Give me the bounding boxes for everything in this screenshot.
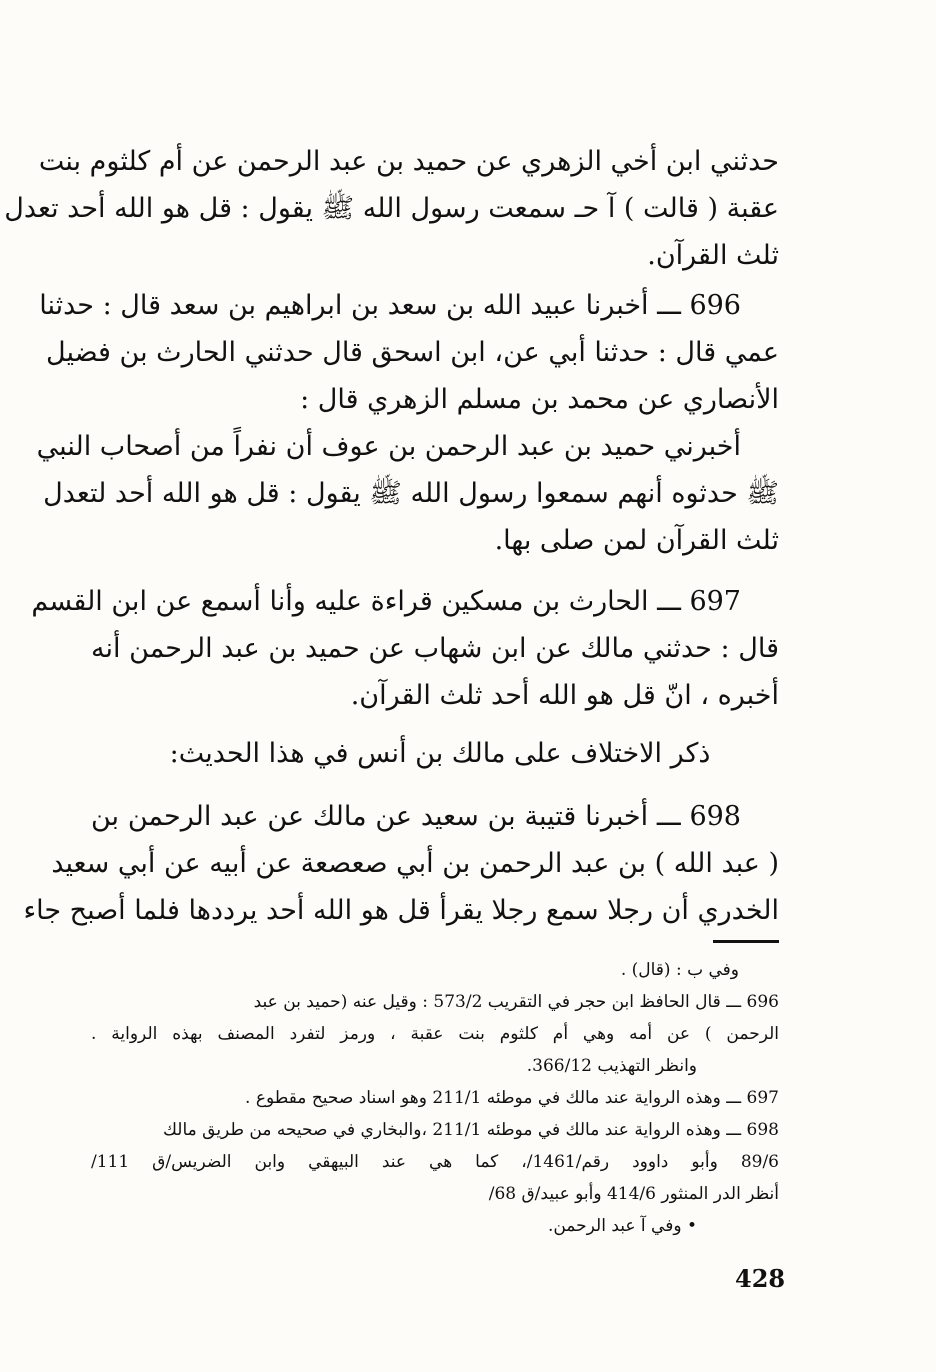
text-line: 698 ـــ أخبرنا قتيبة بن سعيد عن مالك عن عبد الرحمن بن [91,801,741,832]
text-line: ( عبد الله ) بن عبد الرحمن بن أبي صعصعة عن أبيه عن أبي سعيد [51,848,779,879]
text-line: أخبرني حميد بن عبد الرحمن بن عوف أن نفراً من أصحاب النبي [36,431,741,462]
text-line: 696 ـــ أخبرنا عبيد الله بن سعد بن ابراهيم بن سعد قال : حدثنا [39,290,741,321]
paragraph-continuation [4,138,779,279]
text-line: عقبة ( قالت ) آ حـ سمعت رسول الله ﷺ يقول : قل هو الله أحد تعدل [4,193,779,224]
footnote-line: أنظر الدر المنثور 414/6 وأبو عبيد/ق 68/ [488,1184,779,1204]
heading-text: ذكر الاختلاف على مالك بن أنس في هذا الحديث: [169,738,711,769]
footnotes [91,954,779,1242]
footnote-line: وانظر التهذيب 366/12. [526,1056,697,1076]
page-number: 428 [735,1264,786,1293]
footnote-line: وفي ب : (قال) . [620,960,739,980]
text-line: قال : حدثني مالك عن ابن شهاب عن حميد بن عبد الرحمن أنه [91,633,779,664]
footnote-line: 696 ـــ قال الحافظ ابن حجر في التقريب 573/2 : وقيل عنه (حميد بن عبد [253,992,779,1012]
text-line: ثلث القرآن. [647,240,779,271]
text-line: أخبره ، انّ قل هو الله أحد ثلث القرآن. [350,680,779,711]
hadith-698 [23,793,779,934]
text-line: الخدري أن رجلا سمع رجلا يقرأ قل هو الله أحد يرددها فلما أصبح جاء [23,895,779,926]
text-line: ﷺ حدثوه أنهم سمعوا رسول الله ﷺ يقول : قل هو الله أحد لتعدل [43,478,779,509]
text-line: حدثني ابن أخي الزهري عن حميد بن عبد الرحمن عن أم كلثوم بنت [38,146,779,177]
text-line: ثلث القرآن لمن صلى بها. [494,525,779,556]
text-line: الأنصاري عن محمد بن مسلم الزهري قال : [300,384,779,415]
footnote-separator [713,940,779,943]
text-line: 697 ـــ الحارث بن مسكين قراءة عليه وأنا أسمع عن ابن القسم [31,586,741,617]
footnote-line: الرحمن ) عن أمه وهي أم كلثوم بنت عقبة ، ورمز لتفرد المصنف بهذه الرواية . [91,1024,779,1044]
footnote-line: • وفي آ عبد الرحمن. [547,1216,697,1236]
hadith-697 [31,578,779,719]
footnote-line: 698 ـــ وهذه الرواية عند مالك في موطئه 211/1 ،والبخاري في صحيحه من طريق مالك [162,1120,779,1140]
text-line: عمي قال : حدثنا أبي عن، ابن اسحق قال حدثني الحارث بن فضيل [46,337,779,368]
footnote-line: 89/6 وأبو داوود رقم/1461/، كما هي عند البيهقي وابن الضريس/ق 111/ [91,1152,779,1172]
footnote-line: 697 ـــ وهذه الرواية عند مالك في موطئه 211/1 وهو اسناد صحيح مقطوع . [245,1088,779,1108]
section-heading [140,730,740,777]
hadith-696 [36,282,779,564]
